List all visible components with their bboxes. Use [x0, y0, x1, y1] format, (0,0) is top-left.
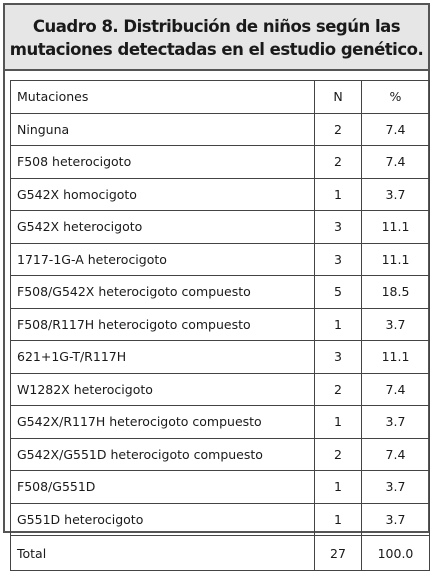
percent-cell: 7.4 — [362, 373, 430, 406]
table-row — [11, 503, 430, 536]
mutation-cell: G542X/R117H heterocigoto compuesto — [11, 406, 315, 439]
caption-line-1: Cuadro 8. Distribución de niños según las — [32, 17, 401, 36]
mutation-cell: G551D heterocigoto — [11, 503, 315, 536]
mutation-cell: G542X homocigoto — [11, 178, 315, 211]
mutation-cell: 621+1G-T/R117H — [11, 341, 315, 374]
percent-cell: 3.7 — [362, 406, 430, 439]
header-row — [11, 81, 430, 114]
percent-cell: 3.7 — [362, 308, 430, 341]
percent-cell: 7.4 — [362, 146, 430, 179]
percent-cell: 18.5 — [362, 276, 430, 309]
total-label: Total — [11, 536, 315, 571]
n-cell: 1 — [315, 178, 362, 211]
mutation-cell: Ninguna — [11, 113, 315, 146]
table-row — [11, 438, 430, 471]
n-cell: 3 — [315, 341, 362, 374]
table-row — [11, 373, 430, 406]
n-cell: 2 — [315, 438, 362, 471]
percent-cell: 11.1 — [362, 341, 430, 374]
table-row — [11, 406, 430, 439]
table-row — [11, 341, 430, 374]
table-row — [11, 146, 430, 179]
n-cell: 1 — [315, 471, 362, 504]
percent-cell: 11.1 — [362, 211, 430, 244]
mutation-cell: 1717-1G-A heterocigoto — [11, 243, 315, 276]
table-card — [3, 3, 430, 561]
n-cell: 2 — [315, 373, 362, 406]
n-cell: 3 — [315, 243, 362, 276]
mutation-cell: F508/G542X heterocigoto compuesto — [11, 276, 315, 309]
n-cell: 1 — [315, 503, 362, 536]
table-row — [11, 178, 430, 211]
n-cell: 2 — [315, 146, 362, 179]
table-row — [11, 243, 430, 276]
table-row — [11, 276, 430, 309]
mutation-cell: F508/G551D — [11, 471, 315, 504]
percent-cell: 11.1 — [362, 243, 430, 276]
mutation-cell: G542X/G551D heterocigoto compuesto — [11, 438, 315, 471]
total-row — [11, 536, 430, 571]
mutation-cell: G542X heterocigoto — [11, 211, 315, 244]
percent-cell: 3.7 — [362, 471, 430, 504]
n-cell: 1 — [315, 406, 362, 439]
table-row — [11, 471, 430, 504]
mutation-cell: F508 heterocigoto — [11, 146, 315, 179]
table-row — [11, 113, 430, 146]
n-cell: 1 — [315, 308, 362, 341]
header-mutations: Mutaciones — [11, 81, 315, 114]
percent-cell: 3.7 — [362, 503, 430, 536]
header-percent: % — [362, 81, 430, 114]
header-n: N — [315, 81, 362, 114]
caption-line-2: mutaciones detectadas en el estudio genético. — [9, 40, 424, 59]
table-row — [11, 308, 430, 341]
n-cell: 3 — [315, 211, 362, 244]
percent-cell: 7.4 — [362, 113, 430, 146]
mutations-table — [10, 80, 430, 571]
n-cell: 2 — [315, 113, 362, 146]
table-caption — [5, 5, 428, 71]
mutation-cell: W1282X heterocigoto — [11, 373, 315, 406]
n-cell: 5 — [315, 276, 362, 309]
total-n: 27 — [315, 536, 362, 571]
percent-cell: 7.4 — [362, 438, 430, 471]
table-row — [11, 211, 430, 244]
total-percent: 100.0 — [362, 536, 430, 571]
mutation-cell: F508/R117H heterocigoto compuesto — [11, 308, 315, 341]
percent-cell: 3.7 — [362, 178, 430, 211]
